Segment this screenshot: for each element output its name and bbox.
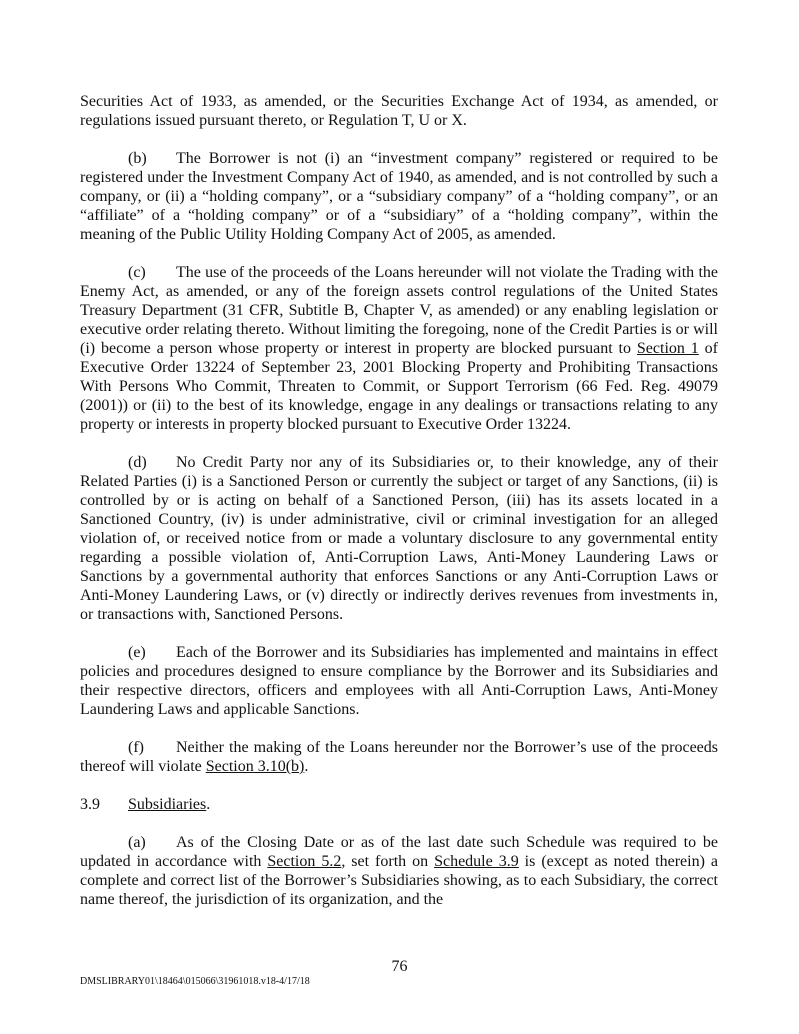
paragraph-label: (c) — [128, 264, 146, 281]
paragraph-text: is (except as noted therein) a complete and correct list of the Borrower’s Subsidiaries showing, as to each Subsidiary, the correct name thereof, the jurisdiction of its organization, and the — [80, 853, 718, 908]
section-title-period: . — [206, 796, 211, 813]
document-body — [80, 92, 718, 928]
section-title: Subsidiaries — [128, 796, 207, 813]
paragraph-label: (b) — [128, 150, 147, 167]
paragraph-label: (e) — [128, 644, 146, 661]
section-reference: Section 5.2 — [267, 853, 342, 870]
section-reference: Section 3.10(b) — [205, 758, 305, 775]
paragraph-text: . — [304, 758, 309, 775]
paragraph-text: As of the Closing Date or as of the last date such Schedule was required to be updated in accordance with — [80, 834, 718, 870]
section-number: 3.9 — [80, 796, 100, 813]
paragraph-label: (d) — [128, 454, 147, 471]
paragraph-text: The use of the proceeds of the Loans hereunder will not violate the Trading with the Enemy Act, as amended, or any of the foreign assets control regulations of the United States Treasury Department (31 CFR, Subtitle B, Chapter V, as amended) or any enabling legislation or executive order relating thereto. Without limiting the foregoing, none of the Credit Parties is or will (i) become a person whose property or interest in property are blocked pursuant to — [80, 264, 718, 357]
paragraph-d — [80, 453, 718, 624]
paragraph-text: No Credit Party nor any of its Subsidiaries or, to their knowledge, any of their Related Parties (i) is a Sanctioned Person or currently the subject or target of any Sanctions, (ii) is controlled by or is acting on behalf of a Sanctioned Person, (iii) has its assets located in a Sanctioned Country, (iv) is under administrative, civil or criminal investigation for an alleged violation of, or received notice from or made a voluntary disclosure to any governmental entity regarding a possible violation of, Anti-Corruption Laws, Anti-Money Laundering Laws or Sanctions by a governmental authority that enforces Sanctions or any Anti-Corruption Laws or Anti-Money Laundering Laws, or (v) directly or indirectly derives revenues from investments in, or transactions with, Sanctioned Persons. — [80, 454, 718, 623]
paragraph-b — [80, 149, 718, 244]
paragraph-text: The Borrower is not (i) an “investment company” registered or required to be registered under the Investment Company Act of 1940, as amended, and is not controlled by such a company, or (ii) a “holding company”, or a “subsidiary company” of a “holding company”, or an “affiliate” of a “holding company” or of a “subsidiary” of a “holding company”, within the meaning of the Public Utility Holding Company Act of 2005, as amended. — [80, 150, 718, 243]
section-reference: Section 1 — [636, 340, 699, 357]
paragraph-label: (a) — [128, 834, 146, 851]
paragraph-continuation: Securities Act of 1933, as amended, or the Securities Exchange Act of 1934, as amended, or regulations issued pursuant thereto, or Regulation T, U or X. — [80, 93, 718, 129]
paragraph-label: (f) — [128, 739, 144, 756]
paragraph-text: Each of the Borrower and its Subsidiaries has implemented and maintains in effect policies and procedures designed to ensure compliance by the Borrower and its Subsidiaries and their respective directors, officers and employees with all Anti-Corruption Laws, Anti-Money Laundering Laws and applicable Sanctions. — [80, 644, 718, 718]
paragraph-c — [80, 263, 718, 434]
paragraph-e — [80, 643, 718, 719]
paragraph-text: , set forth on — [341, 853, 435, 870]
schedule-reference: Schedule 3.9 — [434, 853, 519, 870]
document-footer-id: DMSLIBRARY01\18464\015066\31961018.v18-4/17/18 — [80, 976, 310, 987]
page-number: 76 — [391, 958, 408, 975]
paragraph-text: of Executive Order 13224 of September 23, 2001 Blocking Property and Prohibiting Transactions With Persons Who Commit, Threaten to Commit, or Support Terrorism (66 Fed. Reg. 49079 (2001)) or (ii) to the best of its knowledge, engage in any dealings or transactions relating to any property or interests in property blocked pursuant to Executive Order 13224. — [80, 340, 719, 433]
paragraph-text: Neither the making of the Loans hereunder nor the Borrower’s use of the proceeds thereof will violate — [80, 739, 718, 775]
section-heading — [80, 795, 718, 814]
paragraph-f — [80, 738, 718, 776]
paragraph-a — [80, 833, 718, 909]
